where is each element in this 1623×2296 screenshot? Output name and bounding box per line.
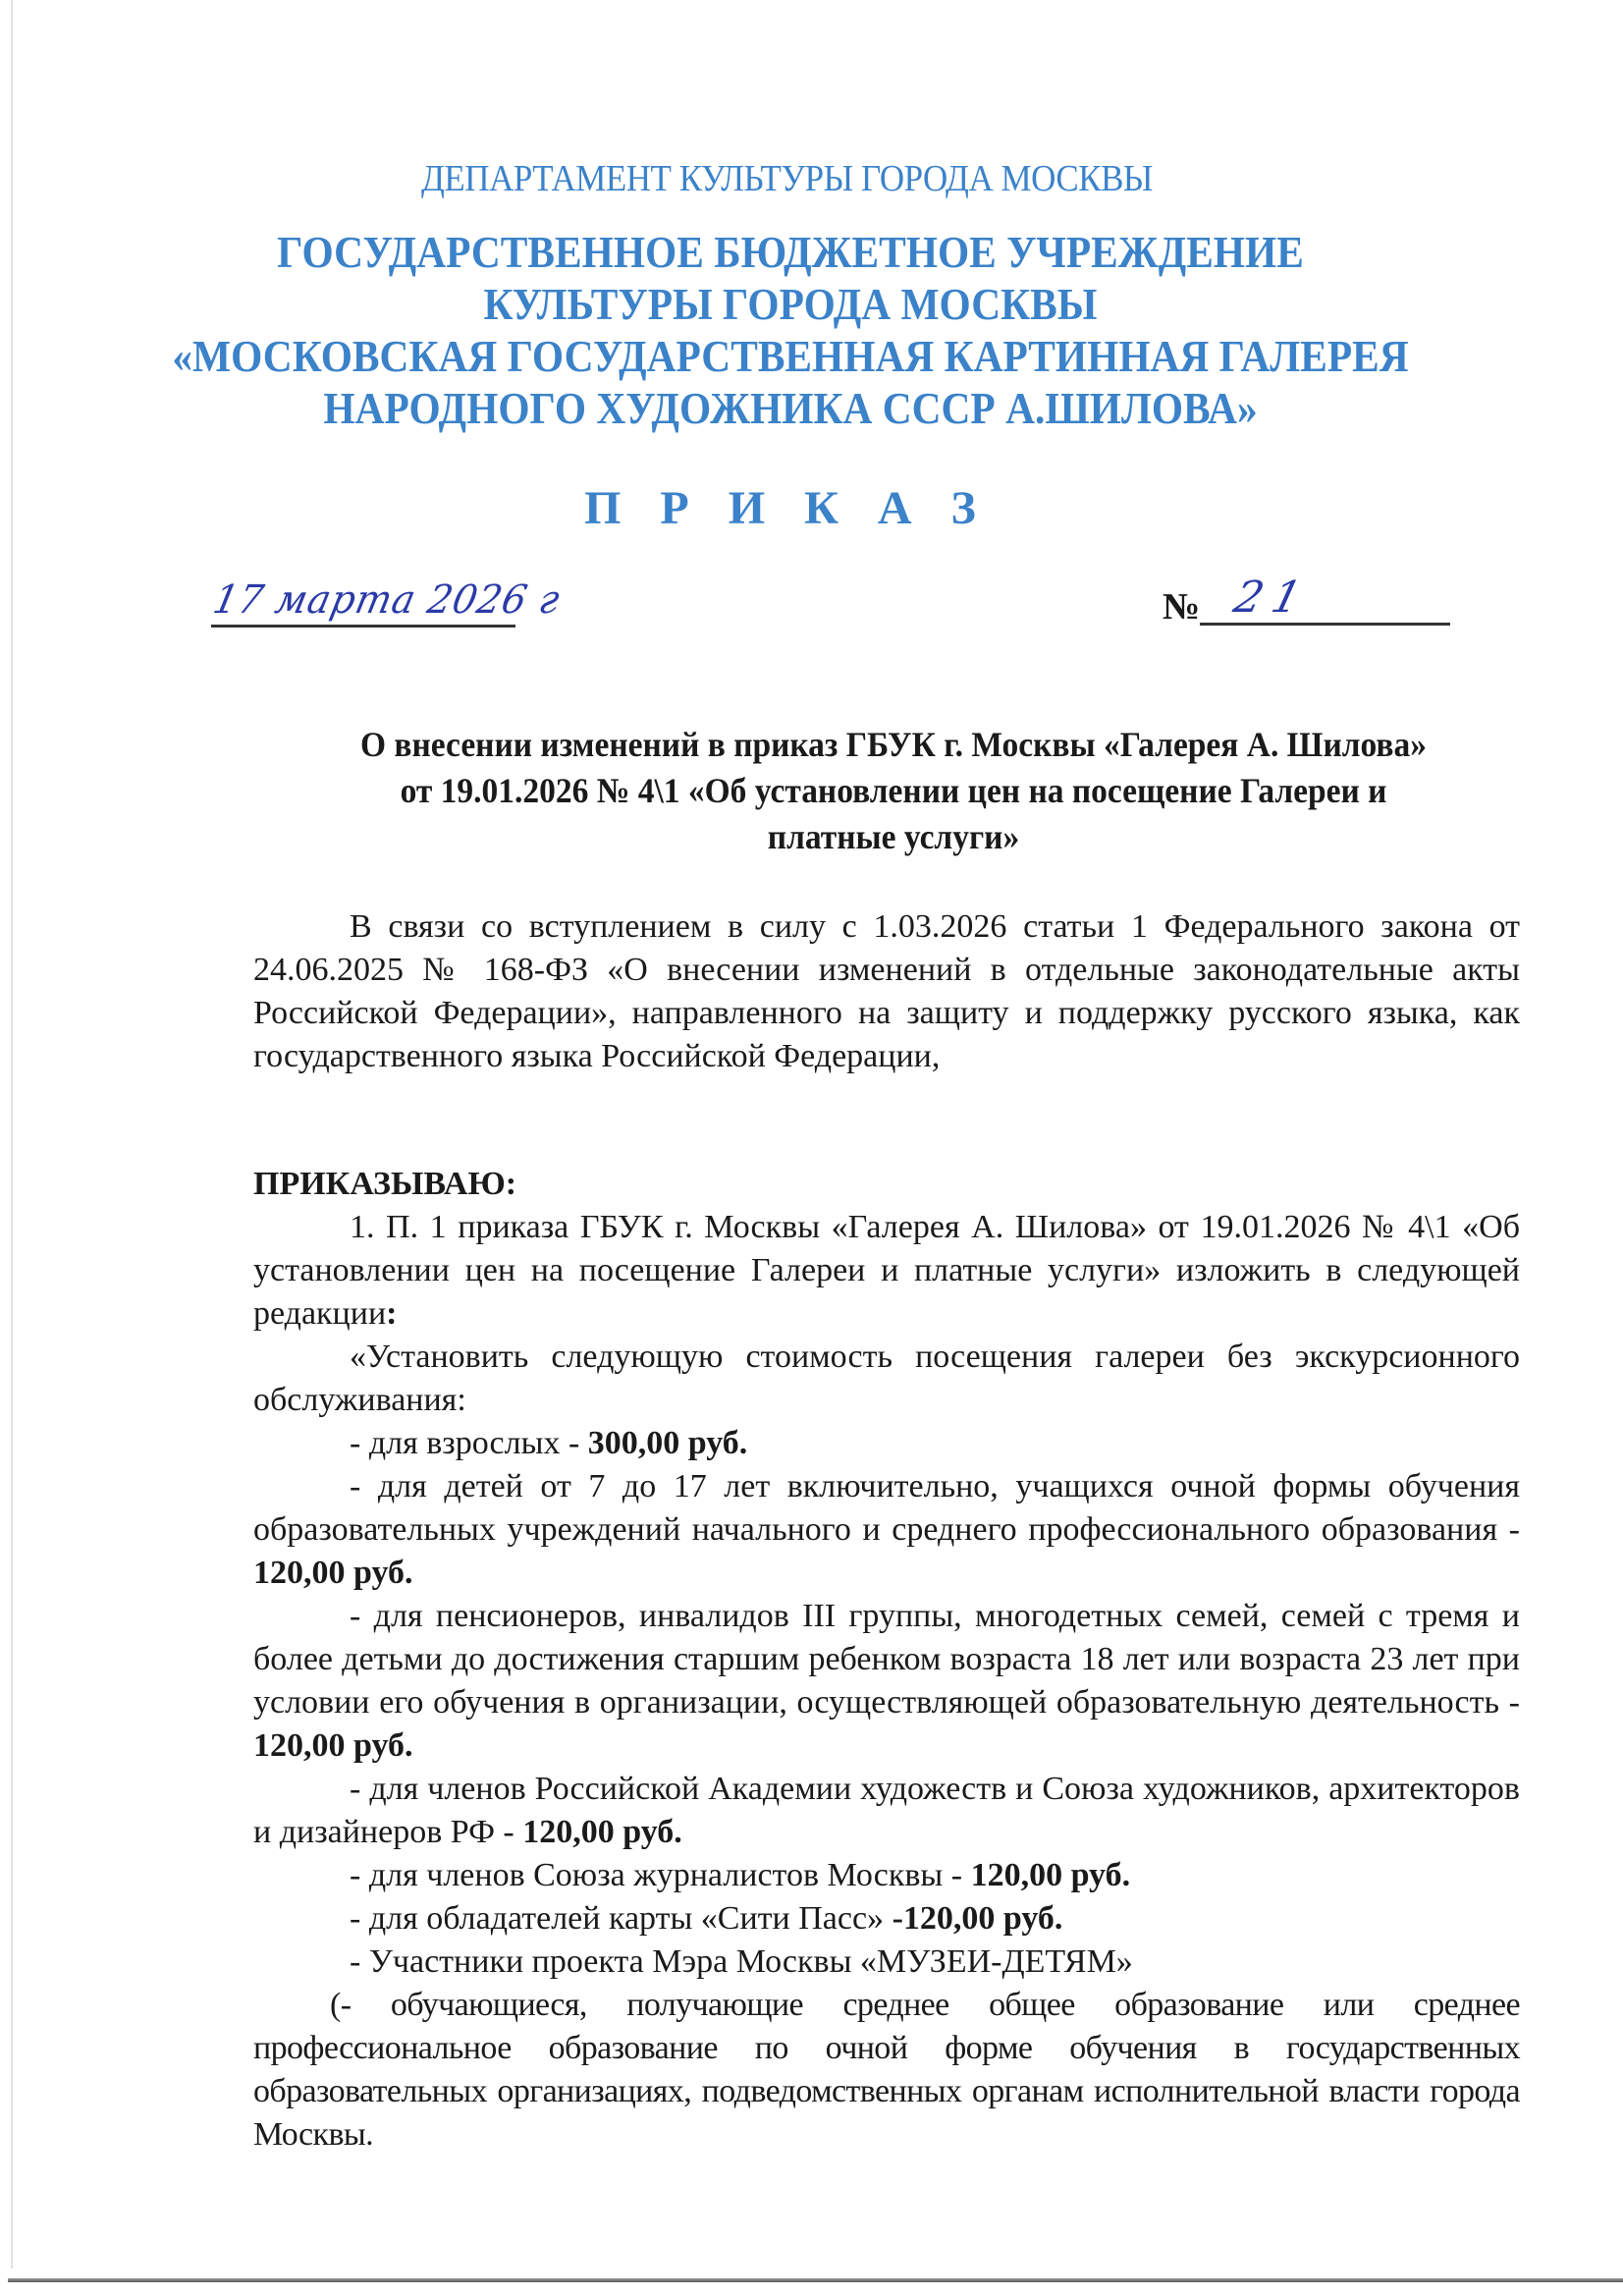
order-item-1-colon: : xyxy=(386,1295,398,1332)
price-item-text: - для членов Союза журналистов Москвы - xyxy=(350,1857,971,1893)
handwritten-date: 17 марта 2026 г xyxy=(209,577,565,623)
price-value: 120,00 руб. xyxy=(253,1727,413,1764)
handwritten-number: 21 xyxy=(1228,573,1317,623)
price-item-text: - для взрослых - xyxy=(350,1425,588,1461)
price-item-text: - для членов Российской Академии художеств и Союза художников, архитекторов и дизайнеров РФ - xyxy=(253,1771,1520,1850)
organization-name xyxy=(80,226,1502,434)
document-type-title: П Р И К А З xyxy=(584,482,990,534)
price-item-text: - для пенсионеров, инвалидов III группы, многодетных семей, семей с тремя и более детьми до достижения старшим ребенком возраста 18 лет или возраста 23 лет при условии его обучения в организации, осуществляющей образовательную деятельность - xyxy=(253,1598,1520,1721)
order-item-1-text: 1. П. 1 приказа ГБУК г. Москвы «Галерея А. Шилова» от 19.01.2026 № 4\1 «Об установлении цен на посещение Галереи и платные услуги» изложить в следующей редакции xyxy=(253,1209,1520,1332)
price-value: -120,00 руб. xyxy=(892,1900,1063,1937)
subject-line: О внесении изменений в приказ ГБУК г. Москвы «Галерея А. Шилова» xyxy=(359,725,1427,764)
department-name: ДЕПАРТАМЕНТ КУЛЬТУРЫ ГОРОДА МОСКВЫ xyxy=(421,158,1153,199)
order-subject xyxy=(291,722,1496,860)
number-label: № xyxy=(1163,586,1201,628)
price-item xyxy=(253,1595,1520,1768)
order-heading: ПРИКАЗЫВАЮ: xyxy=(253,1166,517,1202)
organization-line: «МОСКОВСКАЯ ГОСУДАРСТВЕННАЯ КАРТИННАЯ ГАЛЕРЕЯ xyxy=(172,331,1409,381)
price-value: 120,00 руб. xyxy=(970,1857,1131,1893)
organization-line: ГОСУДАРСТВЕННОЕ БЮДЖЕТНОЕ УЧРЕЖДЕНИЕ xyxy=(277,227,1304,277)
subject-line: от 19.01.2026 № 4\1 «Об установлении цен на посещение Галереи и xyxy=(400,771,1387,810)
order-block xyxy=(253,1163,1520,2157)
preamble-block xyxy=(253,905,1520,1078)
quote-intro: «Установить следующую стоимость посещения галереи без экскурсионного обслуживания: xyxy=(253,1339,1520,1418)
price-value: 120,00 руб. xyxy=(253,1555,413,1591)
number-underline xyxy=(1200,623,1450,626)
price-value: 300,00 руб. xyxy=(587,1425,748,1461)
project-line: - Участники проекта Мэра Москвы «МУЗЕИ-ДЕТЯМ» xyxy=(350,1943,1133,1980)
price-item xyxy=(253,1854,1520,1897)
scan-bottom-edge xyxy=(8,2278,1623,2282)
students-note: (- обучающиеся, получающие среднее общее образование или среднее профессиональное образование по очной форме обучения в государственных образовательных организациях, подведомственных органам исполнительной власти города Москвы. xyxy=(253,1987,1520,2153)
price-item xyxy=(253,1897,1520,1941)
price-value: 120,00 руб. xyxy=(522,1814,682,1850)
organization-line: НАРОДНОГО ХУДОЖНИКА СССР А.ШИЛОВА» xyxy=(323,383,1258,433)
preamble-text: В связи со вступлением в силу с 1.03.2026 статьи 1 Федерального закона от 24.06.2025 № 168-ФЗ «О внесении изменений в отдельные законодательные акты Российской Федерации», направленного на защиту и поддержку русского языка, как государственного языка Российской Федерации, xyxy=(253,908,1520,1074)
price-item-text: - для обладателей карты «Сити Пасс» xyxy=(350,1900,893,1937)
scan-left-edge xyxy=(11,0,13,2269)
subject-line: платные услуги» xyxy=(767,817,1020,856)
price-item xyxy=(253,1422,1520,1465)
price-item xyxy=(253,1465,1520,1595)
price-item-text: - для детей от 7 до 17 лет включительно, учащихся очной формы обучения образовательных учреждений начального и среднего профессионального образования - xyxy=(253,1468,1520,1548)
date-underline xyxy=(211,625,515,628)
order-item-1 xyxy=(253,1206,1520,1336)
organization-line: КУЛЬТУРЫ ГОРОДА МОСКВЫ xyxy=(483,279,1098,329)
price-item xyxy=(253,1768,1520,1854)
